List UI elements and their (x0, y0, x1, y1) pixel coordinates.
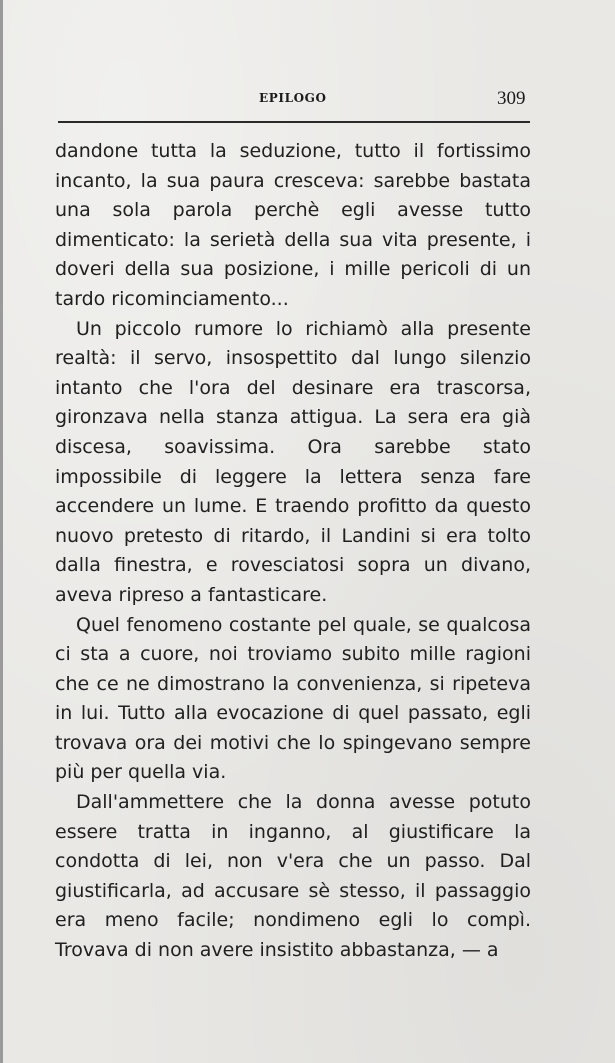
header-rule (58, 121, 530, 123)
page-number: 309 (497, 88, 526, 109)
paragraph: Un piccolo rumore lo richiamò alla presente realtà: il servo, insospettito dal lungo silenzio intanto che l'ora del desinare era trascorsa, gironzava nella stanza attigua. La sera era già discesa, soavissima. Ora sarebbe stato impossibile di leggere la lettera senza fare accendere un lume. E traendo profitto da questo nuovo pretesto di ritardo, il Landini si era tolto dalla finestra, e rovesciatosi sopra un divano, aveva ripreso a fantasticare. (55, 317, 531, 606)
running-head-title: EPILOGO (259, 91, 327, 105)
paragraph: Dall'ammettere che la donna avesse potuto essere tratta in inganno, al giustificare la condotta di lei, non v'era che un passo. Dal giustificarla, ad accusare sè stesso, il passaggio era meno facile; nondimeno egli lo compì. Trovava di non avere insistito abbastanza, — a (55, 791, 531, 962)
paragraph-continuation: dandone tutta la seduzione, tutto il fortissimo incanto, la sua paura cresceva: sarebbe bastata una sola parola perchè egli avesse tutto dimenticato: la serietà della sua vita presente, i doveri della sua posizione, i mille pericoli di un tardo ricominciamento... (55, 140, 531, 310)
paragraph: Quel fenomeno costante pel quale, se qualcosa ci sta a cuore, noi troviamo subito mille ragioni che ce ne dimostrano la convenienza, si ripeteva in lui. Tutto alla evocazione di quel passato, egli trovava ora dei motivi che lo spingevano sempre più per quella via. (55, 613, 531, 784)
body-text (55, 137, 531, 966)
running-head (0, 88, 615, 112)
page-binding-edge (0, 0, 3, 1063)
